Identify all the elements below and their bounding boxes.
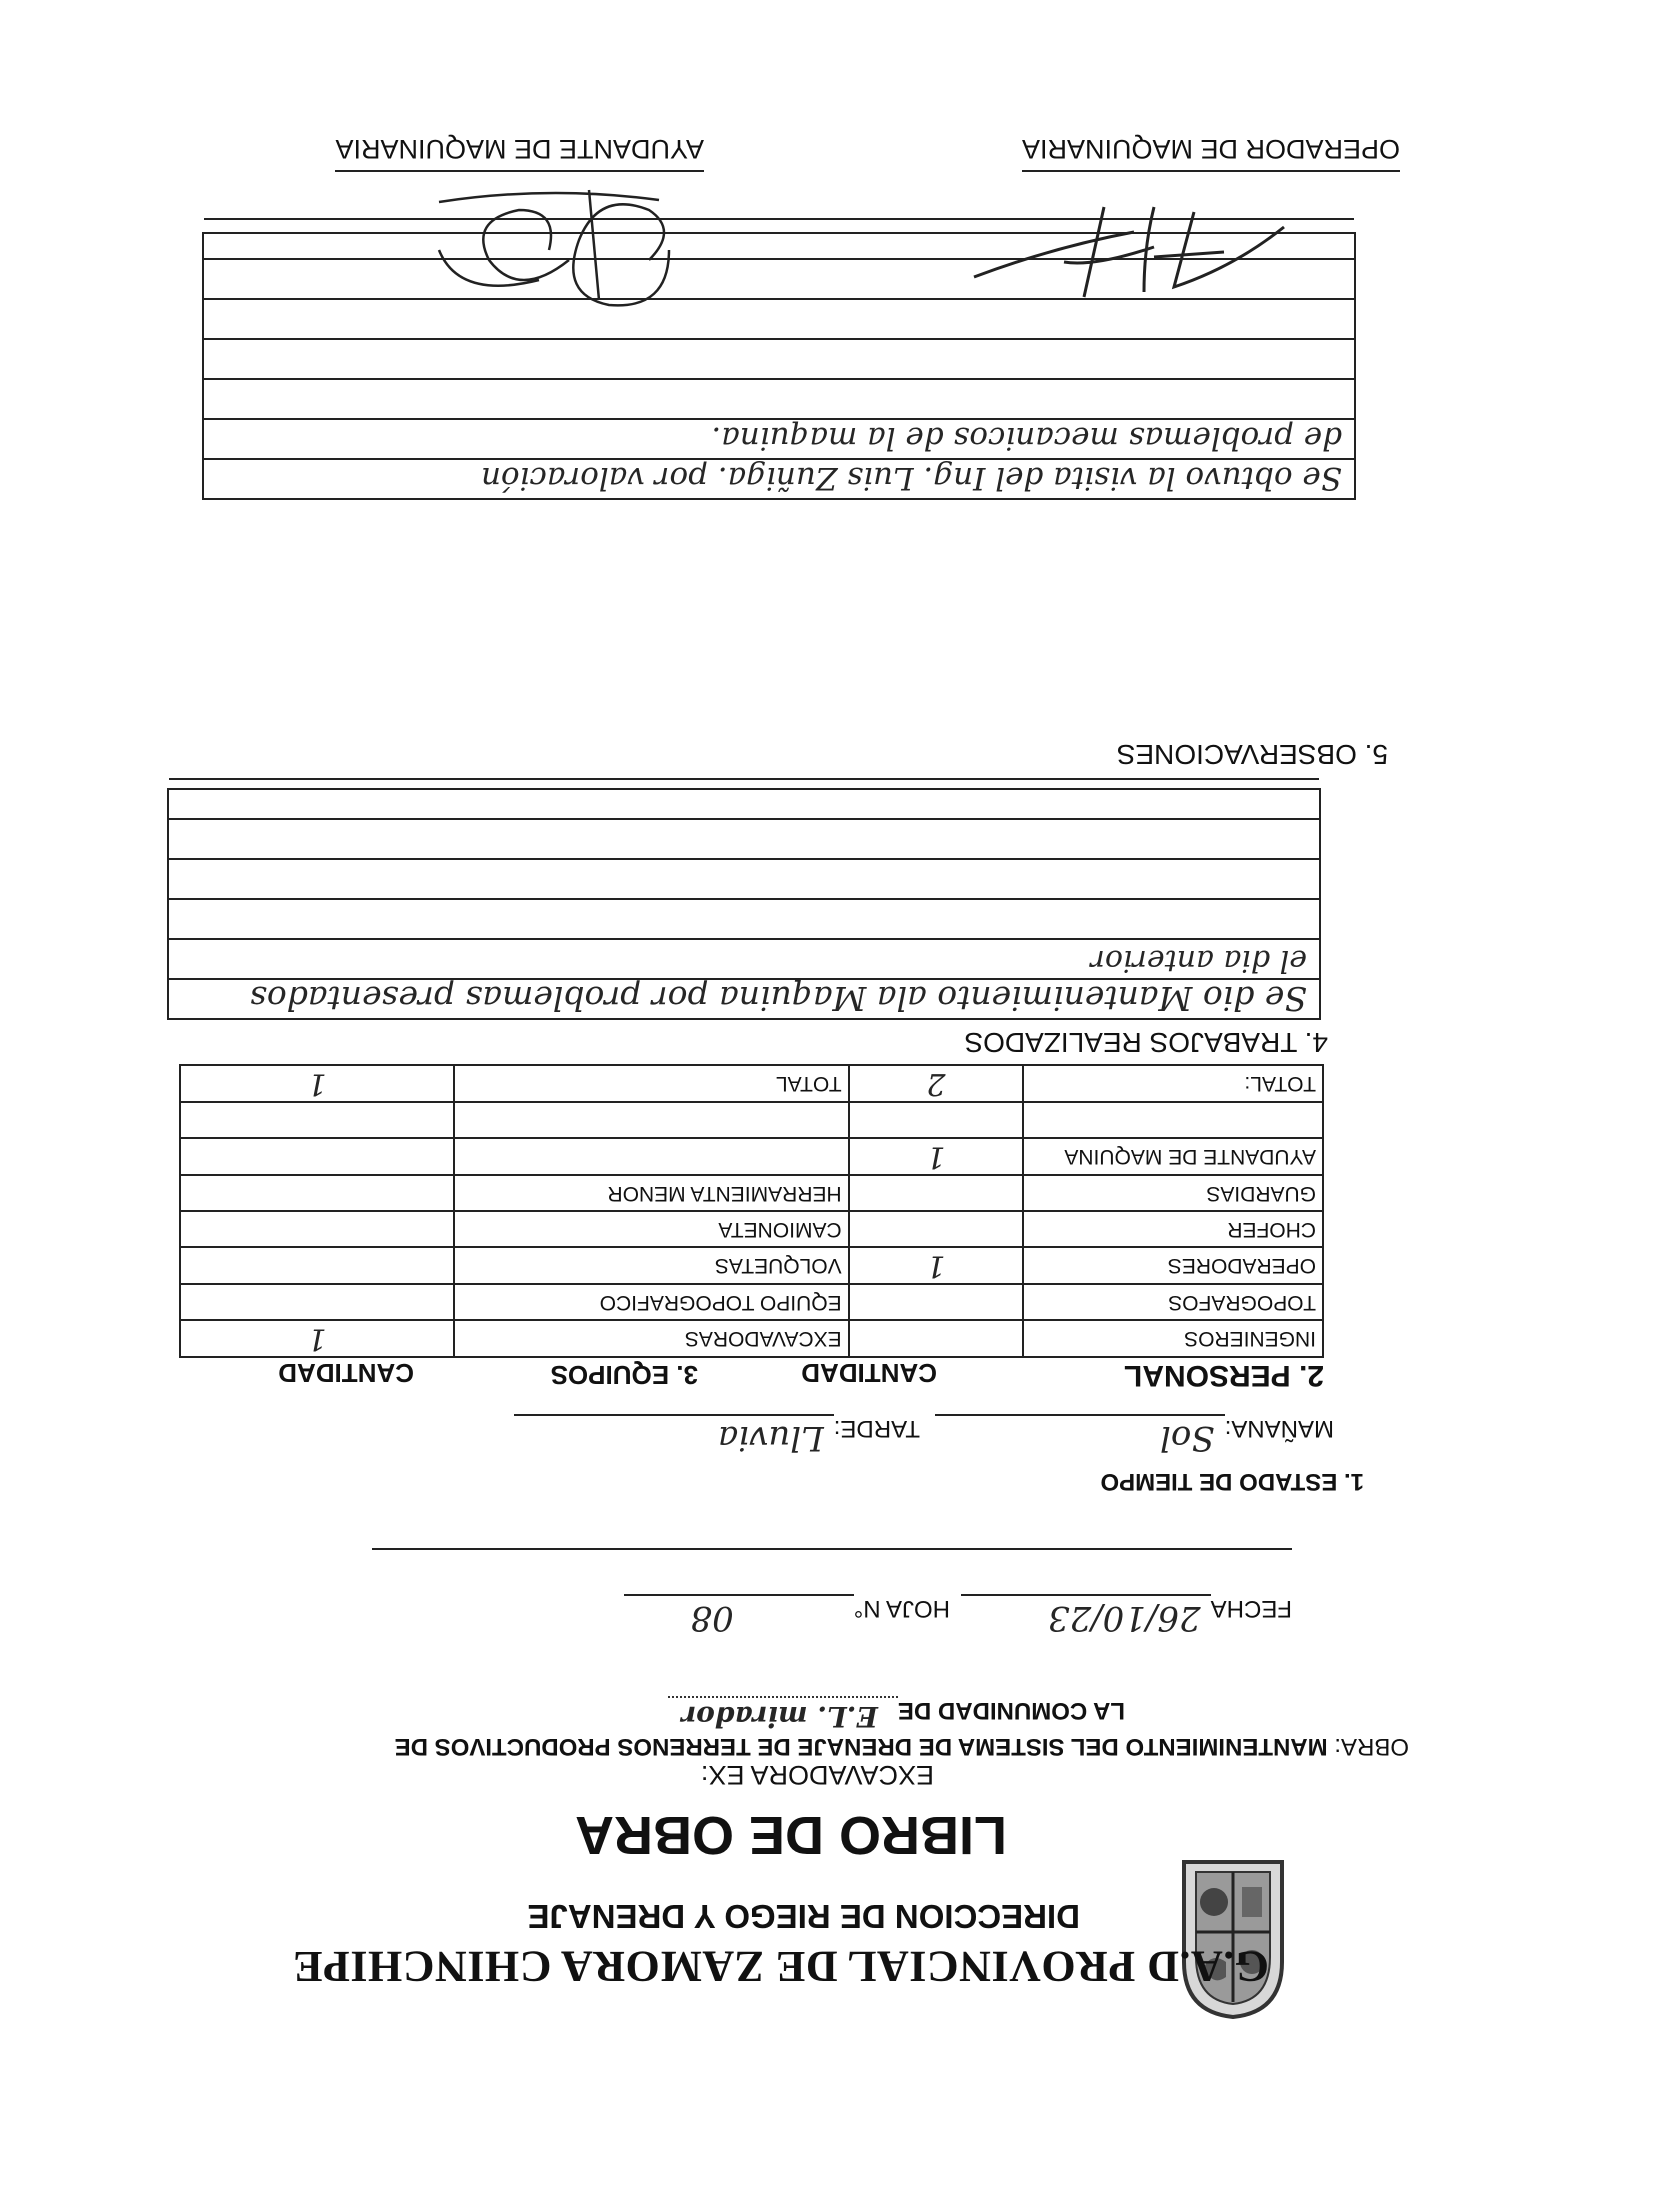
assistant-signature-label: AYUDANTE DE MAQUINARIA [335,133,704,172]
section3-title: 3. EQUIPOS [550,1360,698,1390]
personal-label: INGENIEROS [1023,1320,1323,1357]
personal-qty [849,1284,1023,1320]
personal-qty: 1 [849,1138,1023,1175]
obra-line [395,1732,1409,1760]
personal-equipment-table [179,1064,1324,1358]
observations-line-2: de problemas mecanicos de la maquina. [711,420,1342,456]
equipment-label: HERRAMIENTA MENOR [454,1175,849,1211]
obra-description: MANTENIMIENTO DEL SISTEMA DE DRENAJE DE TERRENOS PRODUCTIVOS DE [394,1733,1328,1760]
personal-label: OPERADORES [1023,1247,1323,1284]
table-row [180,1102,1323,1138]
machine-label: EXCAVADORA EX: [700,1760,934,1790]
section1-title: 1. ESTADO DE TIEMPO [1100,1468,1364,1495]
personal-label: GUARDIAS [1023,1175,1323,1211]
table-row [180,1320,1323,1357]
equipment-qty [180,1211,454,1247]
equipment-qty [180,1102,454,1138]
fecha-value: 26/10/23 [1047,1598,1201,1638]
community-label: LA COMUNIDAD DE [897,1697,1125,1724]
afternoon-value: Lluvia [718,1418,824,1458]
fecha-label: FECHA [1210,1595,1292,1622]
table-row [180,1138,1323,1175]
equipment-total-label: TOTAL [454,1065,849,1102]
personal-qty: 1 [849,1247,1023,1284]
personal-label: CHOFER [1023,1211,1323,1247]
equipment-qty [180,1138,454,1175]
afternoon-label: TARDE: [833,1415,920,1442]
section2-title: 2. PERSONAL [1123,1359,1324,1392]
fecha-line [624,1594,1292,1638]
table-row [180,1284,1323,1320]
section4-title: 4. TRABAJOS REALIZADOS [964,1027,1328,1058]
obra-label: OBRA: [1334,1733,1409,1760]
equipment-label: VOLQUETAS [454,1247,849,1284]
morning-value: Sol [1160,1418,1215,1458]
observations-line-1: Se obtuvo la visita del Ing. Luis Zuñiga. por valoración [480,460,1342,496]
department-name: DIRECCION DE RIEGO Y DRENAJE [527,1898,1080,1935]
operator-signature-label: OPERADOR DE MAQUINARIA [1022,133,1400,172]
hoja-value: 08 [690,1598,734,1638]
work-done-box [167,788,1321,1020]
personal-qty [849,1320,1023,1357]
equipment-total-qty: 1 [180,1065,454,1102]
equipment-qty: 1 [180,1320,454,1357]
operator-signature-icon [964,197,1294,307]
section5-title: 5. OBSERVACIONES [1116,739,1388,770]
personal-label [1023,1102,1323,1138]
work-done-line-1: Se dio Mantenimiento ala Maquina por problemas presentados [249,979,1307,1018]
equipment-label: EXCAVADORAS [454,1320,849,1357]
equipment-label [454,1138,849,1175]
morning-label: MAÑANA: [1224,1415,1334,1442]
equipment-label: EQUIPO TOPOGRAFICO [454,1284,849,1320]
weather-line [514,1414,1334,1458]
table-row [180,1211,1323,1247]
personal-qty [849,1211,1023,1247]
equipment-qty [180,1284,454,1320]
equipment-label [454,1102,849,1138]
equipment-qty [180,1247,454,1284]
hoja-label: HOJA N° [853,1595,950,1622]
institution-name: G.A.D PROVINCIAL DE ZAMORA CHINCHIPE [292,1942,1269,1991]
personal-qty [849,1102,1023,1138]
community-value: E.L. mirador [681,1700,878,1733]
personal-total-label: TOTAL: [1023,1065,1323,1102]
work-done-line-2: el dia anterior [1090,943,1307,978]
book-title: LIBRO DE OBRA [575,1805,1007,1865]
personal-qty [849,1175,1023,1211]
assistant-signature-icon [429,180,689,320]
table-row [180,1247,1323,1284]
table-row-total [180,1065,1323,1102]
provincial-crest-icon [1174,1857,1292,2022]
equipment-qty [180,1175,454,1211]
equipment-label: CAMIONETA [454,1211,849,1247]
personal-label: TOPOGRAFOS [1023,1284,1323,1320]
personal-quantity-header: CANTIDAD [801,1358,937,1388]
personal-total-qty: 2 [849,1065,1023,1102]
community-line [668,1696,1125,1733]
personal-label: AYUDANTE DE MAQUINA [1023,1138,1323,1175]
table-row [180,1175,1323,1211]
equipment-quantity-header: CANTIDAD [278,1358,414,1388]
